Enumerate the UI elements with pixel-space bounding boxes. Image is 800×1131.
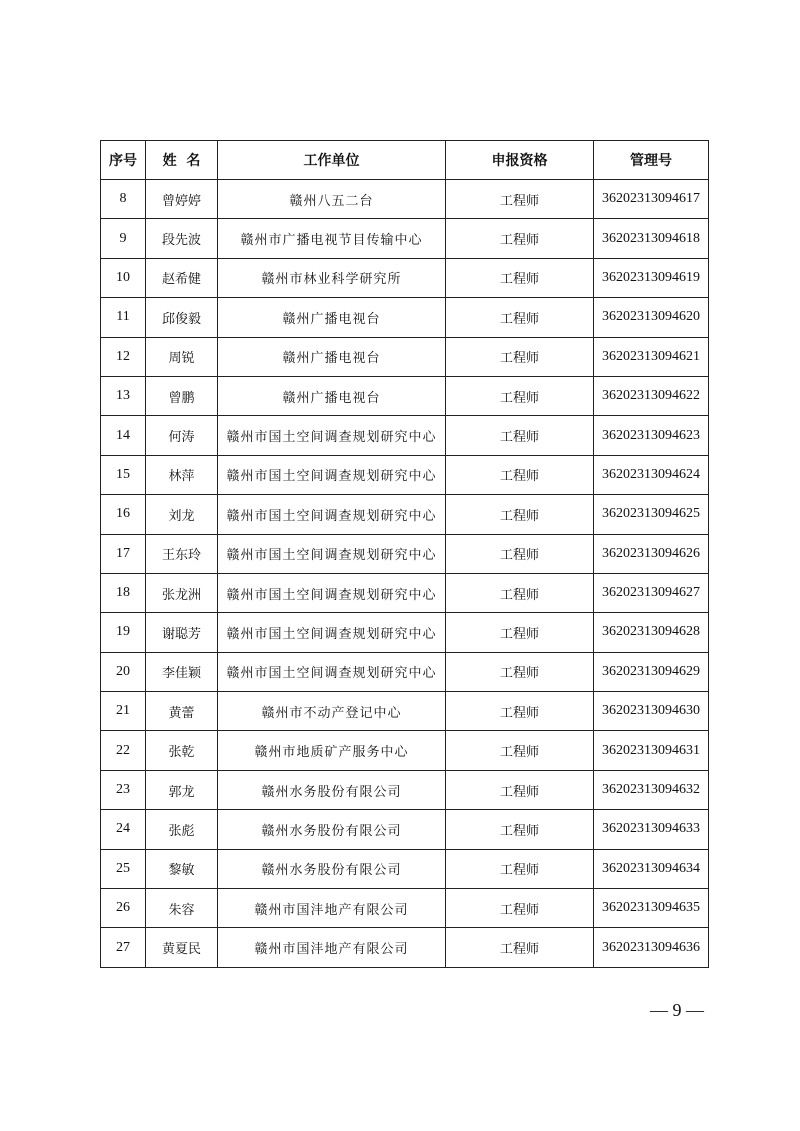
table-header-row — [101, 141, 709, 180]
cell-qualification: 工程师 — [446, 258, 594, 297]
header-name: 姓 名 — [146, 141, 218, 180]
cell-seq: 26 — [101, 889, 146, 928]
cell-seq: 10 — [101, 258, 146, 297]
cell-mgmt: 36202313094624 — [594, 455, 709, 494]
cell-unit: 赣州水务股份有限公司 — [218, 810, 446, 849]
cell-unit: 赣州市国土空间调查规划研究中心 — [218, 652, 446, 691]
cell-mgmt: 36202313094617 — [594, 180, 709, 219]
cell-mgmt: 36202313094634 — [594, 849, 709, 888]
cell-mgmt: 36202313094631 — [594, 731, 709, 770]
cell-mgmt: 36202313094629 — [594, 652, 709, 691]
cell-mgmt: 36202313094619 — [594, 258, 709, 297]
cell-unit: 赣州八五二台 — [218, 180, 446, 219]
cell-seq: 24 — [101, 810, 146, 849]
roster-table-container — [100, 140, 708, 968]
table-row — [101, 258, 709, 297]
page-number: — 9 — — [650, 1000, 704, 1020]
cell-seq: 27 — [101, 928, 146, 967]
cell-name: 张彪 — [146, 810, 218, 849]
table-row — [101, 692, 709, 731]
roster-table — [100, 140, 709, 968]
cell-qualification: 工程师 — [446, 376, 594, 415]
cell-mgmt: 36202313094625 — [594, 495, 709, 534]
cell-mgmt: 36202313094620 — [594, 298, 709, 337]
cell-name: 郭龙 — [146, 770, 218, 809]
cell-name: 张龙洲 — [146, 573, 218, 612]
cell-mgmt: 36202313094627 — [594, 573, 709, 612]
cell-mgmt: 36202313094636 — [594, 928, 709, 967]
cell-qualification: 工程师 — [446, 573, 594, 612]
cell-mgmt: 36202313094618 — [594, 219, 709, 258]
cell-unit: 赣州市国土空间调查规划研究中心 — [218, 455, 446, 494]
cell-name: 林萍 — [146, 455, 218, 494]
cell-qualification: 工程师 — [446, 534, 594, 573]
cell-name: 王东玲 — [146, 534, 218, 573]
table-row — [101, 613, 709, 652]
cell-unit: 赣州市林业科学研究所 — [218, 258, 446, 297]
cell-name: 刘龙 — [146, 495, 218, 534]
table-row — [101, 376, 709, 415]
cell-mgmt: 36202313094633 — [594, 810, 709, 849]
cell-seq: 21 — [101, 692, 146, 731]
cell-name: 黄蕾 — [146, 692, 218, 731]
cell-qualification: 工程师 — [446, 692, 594, 731]
cell-unit: 赣州市国沣地产有限公司 — [218, 928, 446, 967]
cell-mgmt: 36202313094635 — [594, 889, 709, 928]
cell-seq: 22 — [101, 731, 146, 770]
cell-name: 赵希健 — [146, 258, 218, 297]
cell-unit: 赣州市国土空间调查规划研究中心 — [218, 613, 446, 652]
cell-seq: 14 — [101, 416, 146, 455]
table-row — [101, 495, 709, 534]
table-row — [101, 298, 709, 337]
table-row — [101, 455, 709, 494]
table-row — [101, 770, 709, 809]
cell-mgmt: 36202313094626 — [594, 534, 709, 573]
cell-seq: 15 — [101, 455, 146, 494]
cell-unit: 赣州水务股份有限公司 — [218, 770, 446, 809]
table-row — [101, 573, 709, 612]
cell-unit: 赣州市国土空间调查规划研究中心 — [218, 573, 446, 612]
table-body — [101, 180, 709, 968]
cell-name: 张乾 — [146, 731, 218, 770]
cell-unit: 赣州市国土空间调查规划研究中心 — [218, 495, 446, 534]
table-row — [101, 416, 709, 455]
cell-unit: 赣州市地质矿产服务中心 — [218, 731, 446, 770]
table-row — [101, 534, 709, 573]
table-row — [101, 219, 709, 258]
cell-seq: 13 — [101, 376, 146, 415]
cell-name: 段先波 — [146, 219, 218, 258]
cell-name: 黄夏民 — [146, 928, 218, 967]
cell-qualification: 工程师 — [446, 810, 594, 849]
cell-unit: 赣州市国土空间调查规划研究中心 — [218, 416, 446, 455]
cell-unit: 赣州市国土空间调查规划研究中心 — [218, 534, 446, 573]
cell-qualification: 工程师 — [446, 455, 594, 494]
cell-qualification: 工程师 — [446, 416, 594, 455]
table-row — [101, 928, 709, 967]
cell-qualification: 工程师 — [446, 770, 594, 809]
cell-mgmt: 36202313094622 — [594, 376, 709, 415]
table-row — [101, 337, 709, 376]
cell-name: 曾婷婷 — [146, 180, 218, 219]
cell-qualification: 工程师 — [446, 652, 594, 691]
cell-seq: 16 — [101, 495, 146, 534]
table-row — [101, 731, 709, 770]
cell-qualification: 工程师 — [446, 849, 594, 888]
cell-qualification: 工程师 — [446, 731, 594, 770]
cell-qualification: 工程师 — [446, 180, 594, 219]
cell-name: 朱容 — [146, 889, 218, 928]
cell-name: 谢聪芳 — [146, 613, 218, 652]
cell-unit: 赣州广播电视台 — [218, 376, 446, 415]
cell-name: 黎敏 — [146, 849, 218, 888]
cell-seq: 18 — [101, 573, 146, 612]
table-row — [101, 889, 709, 928]
cell-seq: 25 — [101, 849, 146, 888]
cell-seq: 8 — [101, 180, 146, 219]
cell-qualification: 工程师 — [446, 928, 594, 967]
table-row — [101, 810, 709, 849]
cell-mgmt: 36202313094630 — [594, 692, 709, 731]
cell-seq: 11 — [101, 298, 146, 337]
cell-name: 曾鹏 — [146, 376, 218, 415]
cell-qualification: 工程师 — [446, 495, 594, 534]
header-unit: 工作单位 — [218, 141, 446, 180]
cell-qualification: 工程师 — [446, 889, 594, 928]
cell-unit: 赣州市国沣地产有限公司 — [218, 889, 446, 928]
header-mgmt: 管理号 — [594, 141, 709, 180]
cell-unit: 赣州广播电视台 — [218, 337, 446, 376]
cell-mgmt: 36202313094623 — [594, 416, 709, 455]
cell-seq: 17 — [101, 534, 146, 573]
cell-name: 李佳颖 — [146, 652, 218, 691]
cell-unit: 赣州市广播电视节目传输中心 — [218, 219, 446, 258]
cell-mgmt: 36202313094628 — [594, 613, 709, 652]
header-qualification: 申报资格 — [446, 141, 594, 180]
cell-seq: 12 — [101, 337, 146, 376]
cell-name: 周锐 — [146, 337, 218, 376]
cell-seq: 20 — [101, 652, 146, 691]
cell-qualification: 工程师 — [446, 219, 594, 258]
cell-seq: 9 — [101, 219, 146, 258]
header-seq: 序号 — [101, 141, 146, 180]
cell-mgmt: 36202313094632 — [594, 770, 709, 809]
cell-name: 何涛 — [146, 416, 218, 455]
cell-unit: 赣州水务股份有限公司 — [218, 849, 446, 888]
cell-unit: 赣州广播电视台 — [218, 298, 446, 337]
cell-qualification: 工程师 — [446, 337, 594, 376]
cell-qualification: 工程师 — [446, 298, 594, 337]
table-row — [101, 180, 709, 219]
cell-name: 邱俊毅 — [146, 298, 218, 337]
cell-seq: 19 — [101, 613, 146, 652]
cell-seq: 23 — [101, 770, 146, 809]
cell-mgmt: 36202313094621 — [594, 337, 709, 376]
table-row — [101, 849, 709, 888]
cell-qualification: 工程师 — [446, 613, 594, 652]
table-row — [101, 652, 709, 691]
cell-unit: 赣州市不动产登记中心 — [218, 692, 446, 731]
